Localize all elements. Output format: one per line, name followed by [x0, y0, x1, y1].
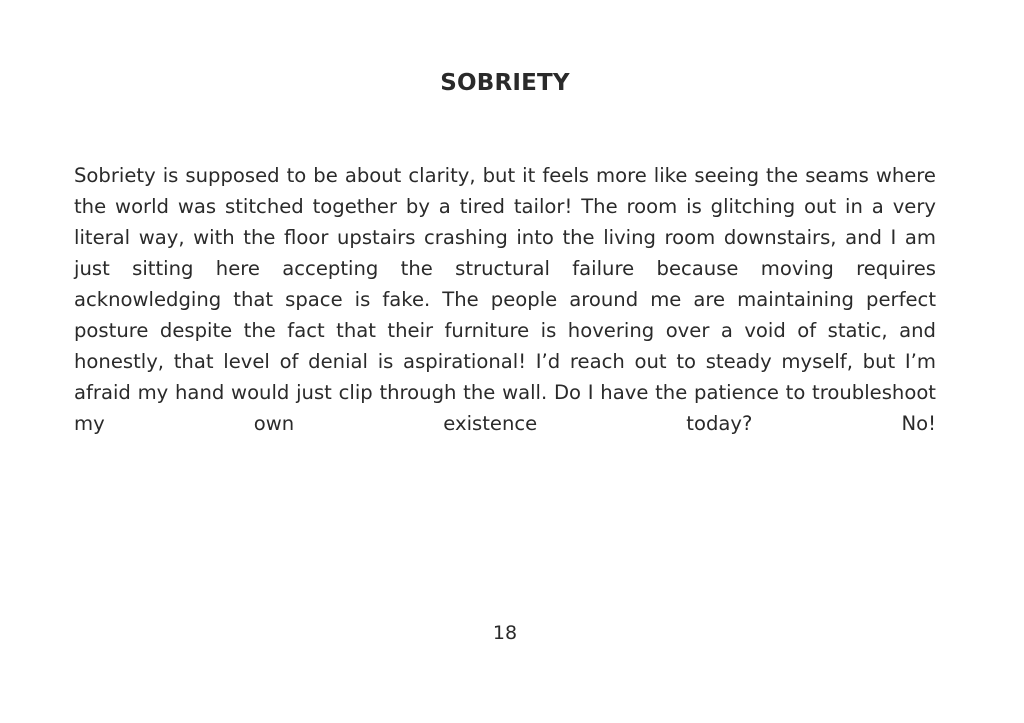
page-title: SOBRIETY — [440, 70, 570, 96]
page-number: 18 — [492, 622, 518, 644]
body-paragraph: Sobriety is supposed to be about clarity, but it feels more like seeing the seams where the world was stitched together by a tired tailor! The room is glitching out in a very literal way, with the floor upstairs crashing into the living room downstairs, and I am just sitting here accepting the structural failure because moving requires acknowledging that space is fake. The people around me are maintaining perfect posture despite the fact that their furniture is hovering over a void of static, and honestly, that level of denial is aspirational! I’d reach out to steady myself, but I’m afraid my hand would just clip through the wall. Do I have the patience to troubleshoot my own existence today? No! — [74, 164, 936, 435]
